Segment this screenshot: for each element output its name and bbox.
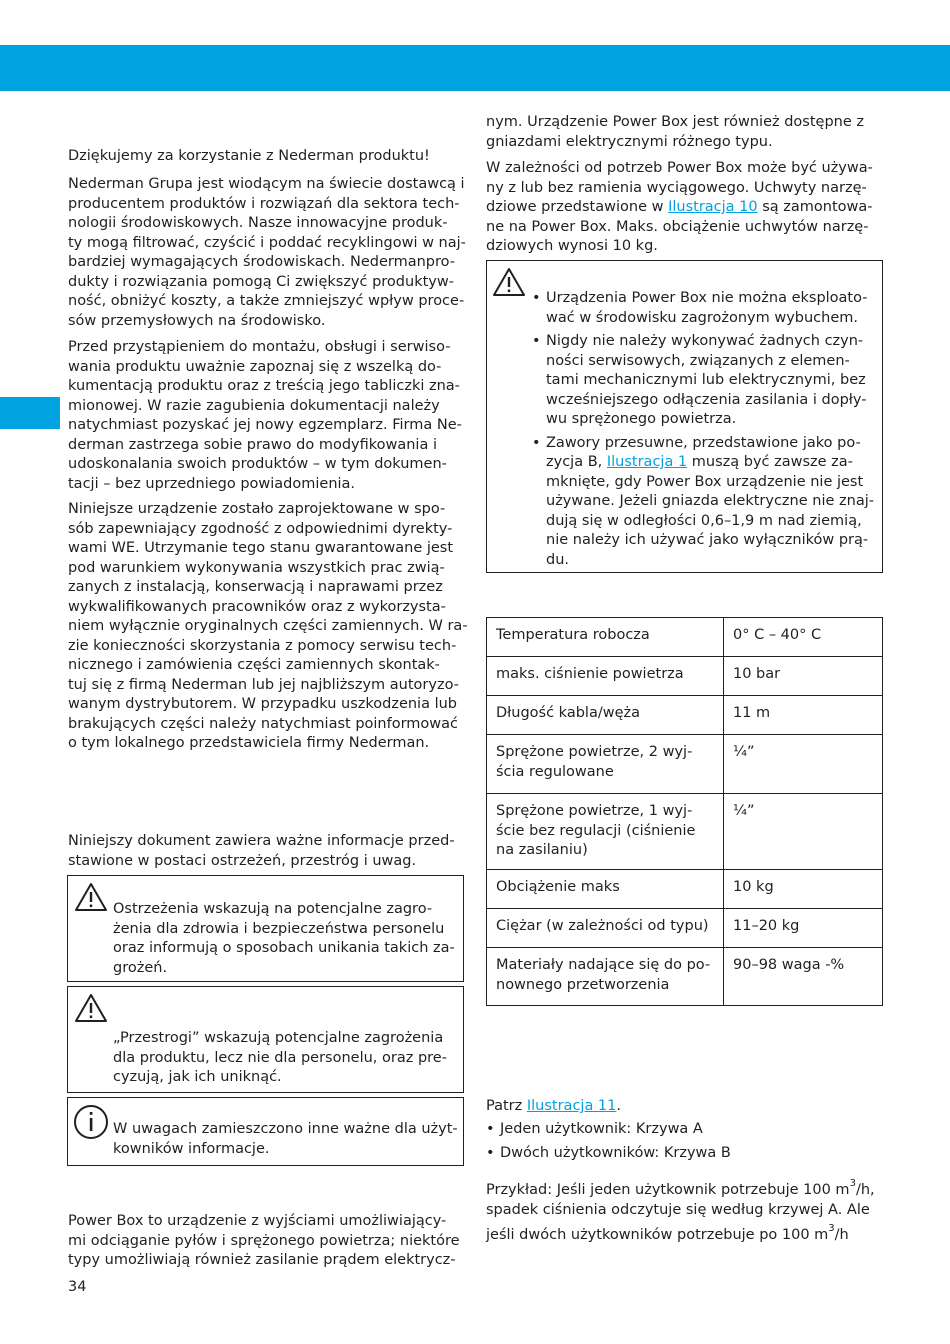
power-box-warning-box xyxy=(486,260,883,573)
spec-value: 11–20 kg xyxy=(724,909,883,948)
spec-value: 90–98 waga -% xyxy=(724,948,883,1006)
warning-box xyxy=(67,875,464,982)
caution-box xyxy=(67,986,464,1093)
chapter-tab xyxy=(0,397,60,429)
illustration-1-link[interactable]: Ilustracja 1 xyxy=(606,454,688,470)
spec-label: Długość kabla/węża xyxy=(487,696,724,735)
spec-value: 0° C – 40° C xyxy=(724,618,883,657)
curve-item-one-user: • Jeden użytkownik: Krzywa A xyxy=(486,1120,886,1140)
spec-value: 11 m xyxy=(724,696,883,735)
warning-bullet-service: • Nigdy nie należy wykonywać żadnych czyn- ności serwisowych, związanych z elemen- tami mechanicznymi lub elektrycznymi, bez wcześniejszego odłączenia zasilania i dopły- wu sprężonego powietrza. xyxy=(532,332,878,430)
description-paragraph: Power Box to urządzenie z wyjściami umożliwiający- mi odciąganie pyłów i sprężonego powietrza; niektóre typy umożliwiają również zasilanie prądem elektrycz- xyxy=(68,1213,460,1268)
warning-triangle-icon xyxy=(74,882,108,912)
caution-text: „Przestrogi” wskazują potencjalne zagrożenia dla produktu, lecz nie dla personelu, oraz pre- cyzują, jak ich uniknąć. xyxy=(113,1030,447,1085)
illustration-11-link[interactable]: Ilustracja 11 xyxy=(526,1098,617,1114)
thanks-text: Dziękujemy za korzystanie z Nederman produktu! xyxy=(68,148,430,164)
intro-paragraph: Nederman Grupa jest wiodącym na świecie dostawcą i producentem produktów i rozwiązań dla sektora tech- nologii środowiskowych. Nasze innowacyjne produk- ty mogą filtrować, czyścić i poddać recyklingowi w naj- bardziej wymagających środowiskach. Nedermanpro- dukty i rozwiązania pomogą Ci zwiększyć produktyw- ność, obniżyć koszty, a także zmniejszyć wpływ proce- sów przemysłowych na środowisko. xyxy=(68,176,466,329)
table-row xyxy=(487,909,883,948)
documentation-paragraph: Przed przystąpieniem do montażu, obsługi i serwiso- wania produktu uważnie zapoznaj się z wszelką do- kumentacją produktu oraz z treścią jego tabliczki zna- mionowej. W razie zagubienia dokumentacji należy natychmiast pozyskać jej nowy egzemplarz. Firma Ne- derman zastrzega sobie prawo do modyfikowania i udoskonalania swoich produktów – w tym dokumen- tacji – bez uprzedniego powiadomienia. xyxy=(68,339,462,492)
warning-bullet-list xyxy=(532,289,878,574)
curve-item-two-users: • Dwóch użytkowników: Krzywa B xyxy=(486,1144,886,1164)
spec-value: 10 kg xyxy=(724,870,883,909)
safety-intro-text: Niniejszy dokument zawiera ważne informacje przed- stawione w postaci ostrzeżeń, przestróg i uwag. xyxy=(68,833,455,869)
illustration-10-link[interactable]: Ilustracja 10 xyxy=(668,199,758,215)
curve-list xyxy=(486,1120,886,1167)
example-paragraph: Przykład: Jeśli jeden użytkownik potrzebuje 100 $m^3/h$, spadek ciśnienia odczytuje się według krzywej A. Ale jeśli dwóch użytkowników potrzebuje po 100 $m^3/h$ xyxy=(486,1178,875,1243)
spec-label: Ciężar (w zależności od typu) xyxy=(487,909,724,948)
spec-label: Obciążenie maks xyxy=(487,870,724,909)
spec-label: Sprężone powietrze, 1 wyj- ście bez regulacji (ciśnienie na zasilaniu) xyxy=(487,794,724,870)
table-row xyxy=(487,696,883,735)
usage-paragraph: W zależności od potrzeb Power Box może być używa- ny z lub bez ramienia wyciągowego. Uchwyty narzę- dziowe przedstawione w Ilustracja 10 są zamontowa- ne na Power Box. Maks. obciążenie uchwytów narzę- dziowych wynosi 10 kg. xyxy=(486,160,873,254)
see-illustration-text: Patrz Ilustracja 11. xyxy=(486,1098,621,1114)
table-row xyxy=(487,870,883,909)
spec-label: maks. ciśnienie powietrza xyxy=(487,657,724,696)
warning-bullet-explosion: • Urządzenia Power Box nie można eksploato- wać w środowisku zagrożonym wybuchem. xyxy=(532,289,878,328)
spec-label: Materiały nadające się do po- nownego przetworzenia xyxy=(487,948,724,1006)
page-number: 34 xyxy=(68,1279,87,1295)
table-row xyxy=(487,657,883,696)
table-row xyxy=(487,735,883,794)
table-row xyxy=(487,948,883,1006)
compliance-paragraph: Niniejsze urządzenie zostało zaprojektowane w spo- sób zapewniający zgodność z odpowiednimi dyrekty- wami WE. Utrzymanie tego stanu gwarantowane jest pod warunkiem wykonywania wszystkich prac zwią- zanych z instalacją, konserwacją i naprawami przez wykwalifikowanych pracowników oraz z wykorzysta- niem wyłącznie oryginalnych części zamiennych. W ra- zie konieczności skorzystania z pomocy serwisu tech- nicznego i zamówienia części zamiennych skontak- tuj się z firmą Nederman lub jej najbliższym autoryzo- wanym dystrybutorem. W przypadku uszkodzenia lub brakujących części należy natychmiast poinformować o tym lokalnego przedstawiciela firmy Nederman. xyxy=(68,501,468,751)
spec-value: ¼” xyxy=(724,735,883,794)
note-box xyxy=(67,1097,464,1166)
note-text: W uwagach zamieszczono inne ważne dla użyt- kowników informacje. xyxy=(113,1121,458,1157)
spec-label: Sprężone powietrze, 2 wyj- ścia regulowane xyxy=(487,735,724,794)
spec-value: 10 bar xyxy=(724,657,883,696)
info-icon xyxy=(73,1104,109,1140)
warning-bullet-valves: • Zawory przesuwne, przedstawione jako po- zycja B, Ilustracja 1 muszą być zawsze za- mknięte, gdy Power Box urządzenie nie jest używane. Jeżeli gniazda elektryczne nie znaj- dują się w odległości 0,6–1,9 m nad ziemią, nie należy ich używać jako wyłączników prą- du. xyxy=(532,434,878,571)
spec-value: ¼” xyxy=(724,794,883,870)
spec-label: Temperatura robocza xyxy=(487,618,724,657)
warning-text: Ostrzeżenia wskazują na potencjalne zagro- żenia dla zdrowia i bezpieczeństwa personelu oraz informują o sposobach unikania takich za- grożeń. xyxy=(113,901,455,976)
header-band xyxy=(0,45,950,91)
caution-triangle-icon xyxy=(74,993,108,1023)
technical-data-table xyxy=(486,617,883,1006)
warning-triangle-icon xyxy=(492,267,526,297)
table-row xyxy=(487,794,883,870)
description-continued: nym. Urządzenie Power Box jest również dostępne z gniazdami elektrycznymi różnego typu. xyxy=(486,114,864,150)
table-row xyxy=(487,618,883,657)
